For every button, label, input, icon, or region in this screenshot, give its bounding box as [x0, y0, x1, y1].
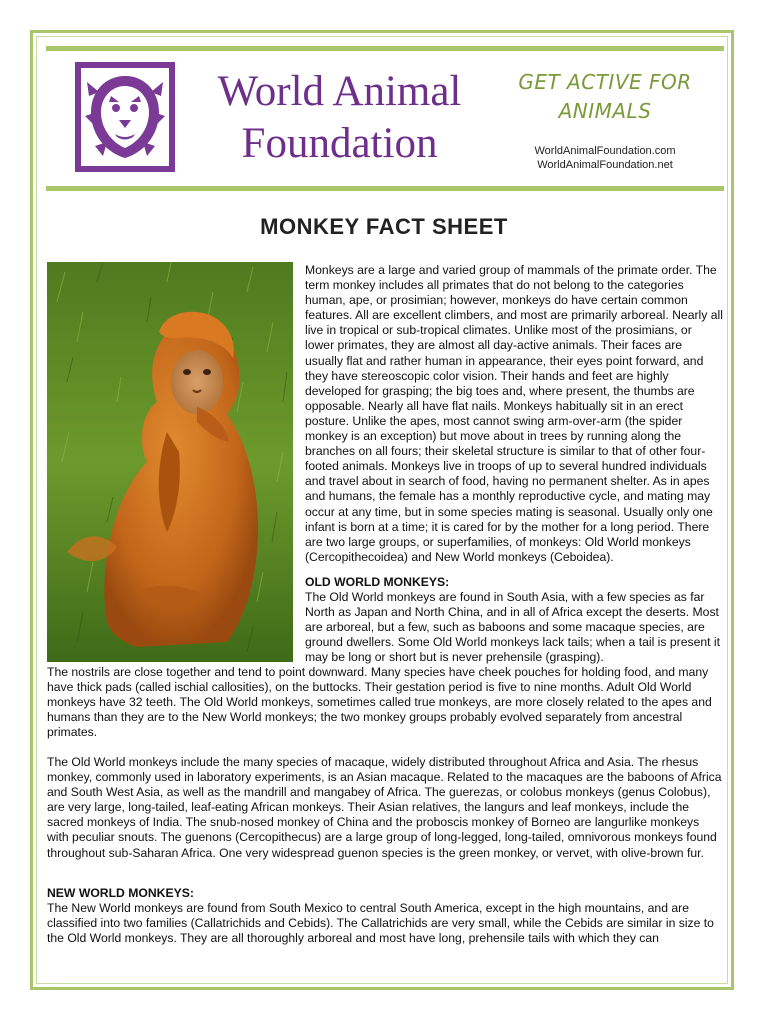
header-top-bar [46, 46, 724, 51]
organization-name-line1: World Animal [217, 68, 462, 115]
tagline [500, 68, 710, 126]
website-links [505, 144, 705, 172]
old-world-paragraph1-part1: The Old World monkeys are found in South Asia, with a few species as far North as Japan and North China, and in all of Africa except the deserts. Most are arboreal, but a few, such as baboons and some macaque species, are ground dwellers. Some Old World monkeys lack tails; when a tail is present it may be long or short but is never prehensile (grasping). [305, 590, 721, 665]
organization-name-line2: Foundation [241, 120, 438, 167]
lion-logo-icon [75, 62, 175, 172]
intro-text: Monkeys are a large and varied group of mammals of the primate order. The term monkey includes all primates that do not belong to the categories human, ape, or prosimian; however, monkeys do have certain common features. All are excellent climbers, and most are primarily arboreal. Nearly all live in tropical or sub-tropical climates. Unlike most of the prosimians, or lower primates, they are almost all day-active animals. Their faces are usually flat and rather human in appearance, their eyes point forward, and they have stereoscopic color vision. Their hands and feet are highly developed for grasping; the big toes and, where present, the thumbs are opposable. Nearly all have flat nails. Monkeys habitually sit in an erect posture. Unlike the apes, most cannot swing arm-over-arm (the spider monkey is an exception) but move about in trees by running along the branches on all fours; their skeletal structure is similar to that of other four-footed animals. Monkeys live in troops of up to several hundred individuals and travel about in search of food, having no permanent shelter. As in apes and humans, the female has a monthly reproductive cycle, and mating may occur at any time, but in some species mating is seasonal. Usually only one infant is born at a time; it is cared for by the mother for a long period. There are two large groups, or superfamilies, of monkeys: Old World monkeys (Cercopithecoidea) and New World monkeys (Ceboidea). [305, 263, 723, 564]
old-world-section-top [305, 575, 723, 666]
new-world-section [47, 886, 723, 946]
website-url-com[interactable]: WorldAnimalFoundation.com [534, 145, 676, 157]
intro-paragraph [305, 263, 723, 565]
monkey-photo [47, 262, 293, 662]
organization-name [197, 66, 482, 170]
old-world-section-continued [47, 665, 723, 740]
old-world-heading: OLD WORLD MONKEYS: [305, 575, 450, 589]
header-bottom-bar [46, 186, 724, 191]
old-world-paragraph1-part2: The nostrils are close together and tend to point downward. Many species have cheek pouches for holding food, and many have thick pads (called ischial callosities), on the buttocks. Their gestation period is five to nine months. Adult Old World monkeys have 32 teeth. The Old World monkeys, sometimes called true monkeys, are more closely related to the apes and humans than they are to the New World monkeys; the two monkey groups probably evolved separately from ancestral primates. [47, 665, 712, 740]
new-world-paragraph1: The New World monkeys are found from South Mexico to central South America, except in the high mountains, and are classified into two families (Callatrichids and Cebids). The Callatrichids are very small, while the Cebids are similar in size to the Old World monkeys. They are all thoroughly arboreal and most have long, prehensile tails with which they can [47, 901, 714, 946]
page-title: MONKEY FACT SHEET [260, 214, 508, 239]
website-url-net[interactable]: WorldAnimalFoundation.net [537, 159, 673, 171]
tagline-line2: ANIMALS [558, 99, 652, 123]
tagline-line1: GET ACTIVE FOR [518, 70, 692, 94]
old-world-paragraph2: The Old World monkeys include the many species of macaque, widely distributed throughout Africa and Asia. The rhesus monkey, commonly used in laboratory experiments, is an Asian macaque. Related to the macaques are the baboons of Africa and South West Asia, as well as the mandrill and mangabey of Africa. The guerezas, or colobus monkeys (genus Colobus), are very large, long-tailed, leaf-eating African monkeys. Their Asian relatives, the langurs and leaf monkeys, include the sacred monkeys of India. The snub-nosed monkey of China and the proboscis monkey of Borneo are langurlike monkeys with peculiar snouts. The guenons (Cercopithecus) are a large group of long-legged, long-tailed, omnivorous monkeys found throughout sub-Saharan Africa. One very widespread guenon species is the green monkey, or vervet, with olive-brown fur. [47, 755, 722, 860]
old-world-section-paragraph2 [47, 755, 723, 861]
new-world-heading: NEW WORLD MONKEYS: [47, 886, 194, 900]
